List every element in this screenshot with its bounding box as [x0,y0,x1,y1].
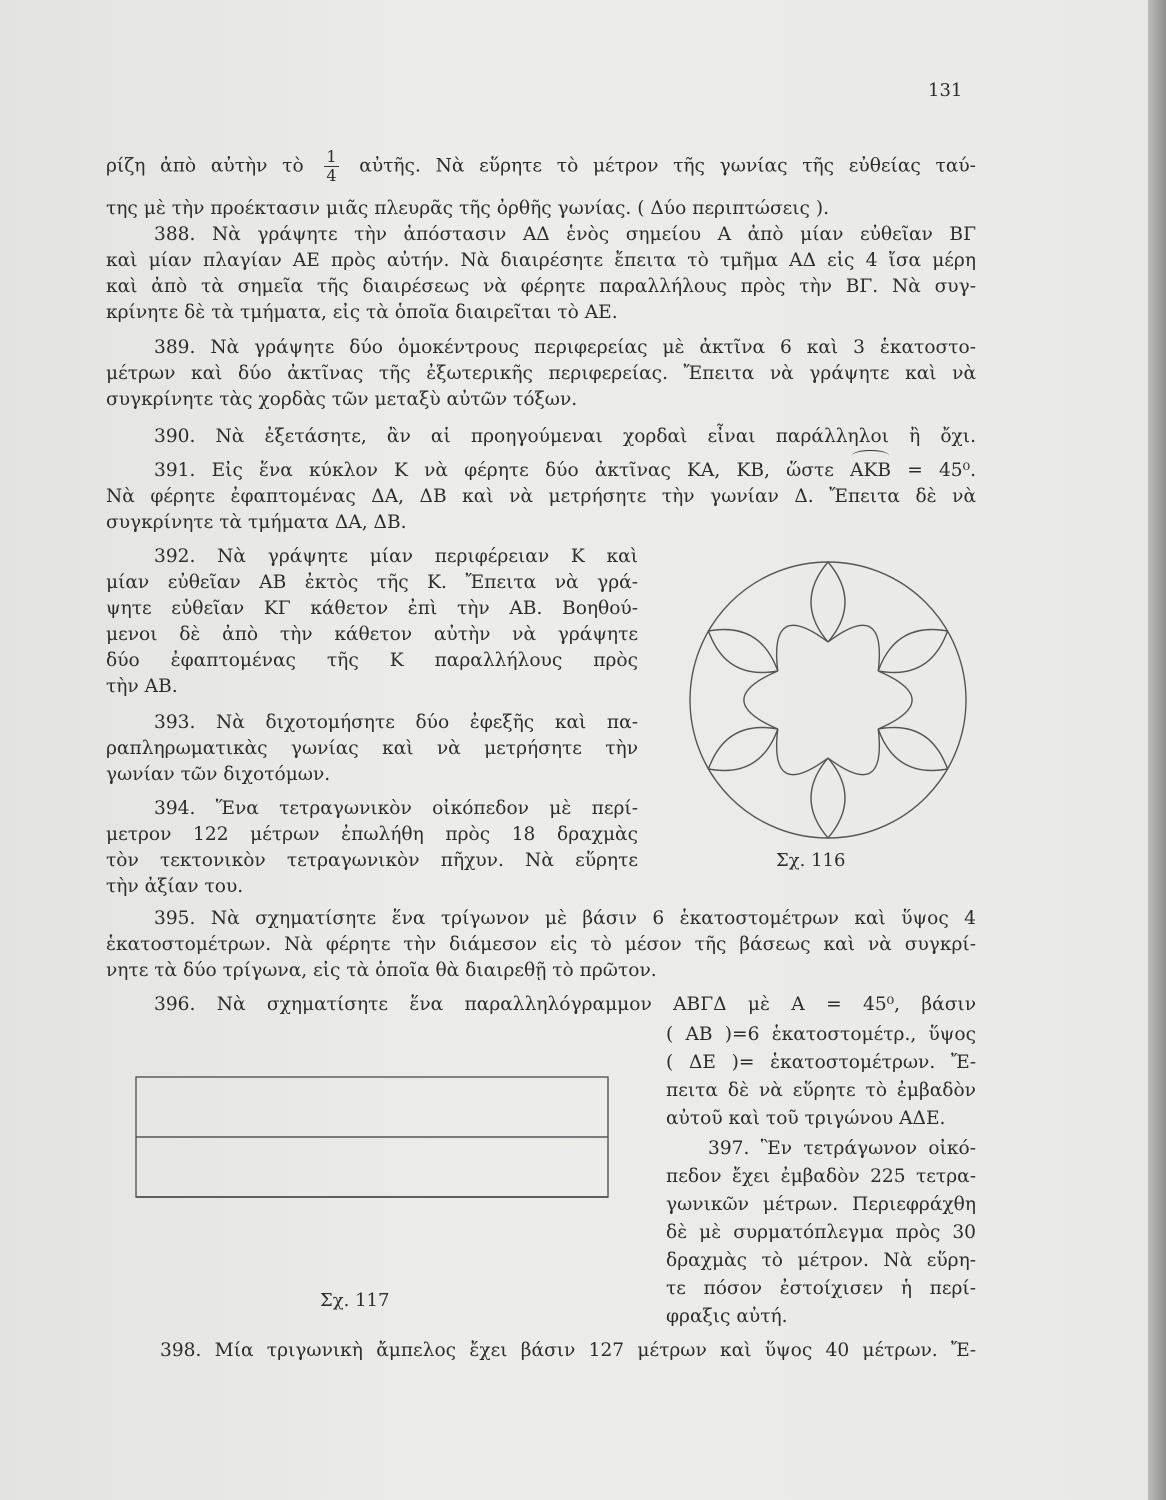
line-11-start: 391. Εἰς ἕνα κύκλον Κ νὰ φέρητε δύο ἀκτῖνας ΚΑ, ΚΒ, ὥστε [154,460,834,481]
angle-akb: ΑΚΒ [850,458,891,484]
line-32: ( ΔΕ )= ἑκατοστομέτρων. Ἔ- [666,1052,976,1073]
line-33: πειτα δὲ νὰ εὕρητε τὸ ἐμβαδὸν [666,1080,976,1101]
figure-116-caption: Σχ. 116 [776,850,846,871]
line-13: συγκρίνητε τὰ τμήματα ΔΑ, ΔΒ. [106,512,407,533]
line-1 [106,148,976,185]
line-8: μέτρων καὶ δύο ἀκτῖνας τῆς ἐξωτερικῆς περιφερείας. Ἔπειτα νὰ γράψητε καὶ νὰ [106,363,976,384]
petal-arc [708,629,777,672]
line-28: ἑκατοστομέτρων. Νὰ φέρητε τὴν διάμεσον εἰς τὸ μέσον τῆς βάσεως καὶ νὰ συγκρί- [106,934,976,955]
line-39: δραχμὰς τὸ μέτρον. Νὰ εὕρη- [666,1250,976,1271]
line-18: δύο ἐφαπτομένας τῆς Κ παραλλήλους πρὸς [106,650,638,671]
petal-arc [878,629,947,672]
petal-arc [878,727,947,770]
line-6: κρίνητε δὲ τὰ τμήματα, εἰς τὰ ὁποῖα διαιρεῖται τὸ ΑΕ. [106,302,618,323]
line-11-end: = 45⁰. [907,460,976,481]
line-12: Νὰ φέρητε ἐφαπτομένας ΔΑ, ΔΒ καὶ νὰ μετρήσητε τὴν γωνίαν Δ. Ἔπειτα δὲ νὰ [106,486,976,507]
petal-arc [811,562,845,642]
line-17: μενοι δὲ ἀπὸ τὴν κάθετον αὐτὴν νὰ γράψητε [106,624,638,645]
figure-117-rectangle [132,1074,614,1204]
exercise-388: 388. Νὰ γράψητε τὴν ἀπόστασιν ΑΔ ἑνὸς σημείου Α ἀπὸ μίαν εὐθεῖαν ΒΓ [154,224,976,245]
outer-circle [690,562,966,838]
exercise-394: 394. Ἕνα τετραγωνικὸν οἰκόπεδον μὲ περί- [154,798,638,819]
line-25: τὸν τεκτονικὸν τετραγωνικὸν πῆχυν. Νὰ εὕρητε [106,850,638,871]
exercise-396: 396. Νὰ σχηματίσητε ἕνα παραλληλόγραμμον ΑΒΓΔ μὲ Α = 45⁰, βάσιν [154,994,976,1015]
fraction-numerator: 1 [326,147,337,166]
line-26: τὴν ἀξίαν του. [106,876,244,897]
book-binding-edge [1148,0,1166,1500]
line-1-end: αὐτῆς. Νὰ εὕρητε τὸ μέτρον τῆς γωνίας τῆς εὐθείας ταύ- [359,155,976,177]
exercise-397: 397. Ἓν τετράγωνον οἰκό- [708,1138,976,1159]
exercise-395: 395. Νὰ σχηματίσητε ἕνα τρίγωνον μὲ βάσιν 6 ἑκατοστομέτρων καὶ ὕψος 4 [154,908,976,929]
line-22: γωνίαν τῶν διχοτόμων. [106,764,331,785]
petal-arc [811,758,845,838]
line-38: δὲ μὲ συρματόπλεγμα πρὸς 30 [666,1222,976,1243]
line-19: τὴν ΑΒ. [106,676,178,697]
line-36: πεδον ἔχει ἐμβαδὸν 225 τετρα- [666,1166,976,1187]
fraction [324,148,338,185]
exercise-398: 398. Μία τριγωνικὴ ἄμπελος ἔχει βάσιν 127 μέτρων καὶ ὕψος 40 μέτρων. Ἔ- [160,1340,976,1361]
line-4: καὶ μίαν πλαγίαν ΑΕ πρὸς αὐτήν. Νὰ διαιρέσητε ἔπειτα τὸ τμῆμα ΑΔ εἰς 4 ἴσα μέρη [106,250,976,271]
line-31: ( ΑΒ )=6 ἑκατοστομέτρ., ὕψος [666,1024,976,1045]
exercise-393: 393. Νὰ διχοτομήσητε δύο ἐφεξῆς καὶ πα- [154,712,638,733]
line-40: τε πόσον ἐστοίχισεν ἡ περί- [666,1278,976,1299]
line-2: της μὲ τὴν προέκτασιν μιᾶς πλευρᾶς τῆς ὀρθῆς γωνίας. ( Δύο περιπτώσεις ). [106,198,830,219]
connecting-arc [878,671,912,729]
figure-116-rosette [678,550,978,850]
exercise-390: 390. Νὰ ἐξετάσητε, ἂν αἱ προηγούμεναι χορδαὶ εἶναι παράλληλοι ἢ ὄχι. [154,426,976,447]
line-16: ψητε εὐθεῖαν ΚΓ κάθετον ἐπὶ τὴν ΑΒ. Βοηθού- [106,598,638,619]
line-9: συγκρίνητε τὰς χορδὰς τῶν μεταξὺ αὐτῶν τόξων. [106,389,578,410]
connecting-arc [744,671,778,729]
petal-arc [708,727,777,770]
line-15: μίαν εὐθεῖαν ΑΒ ἐκτὸς τῆς Κ. Ἔπειτα νὰ γρά- [106,572,638,593]
exercise-389: 389. Νὰ γράψητε δύο ὁμοκέντρους περιφερείας μὲ ἀκτῖνα 6 καὶ 3 ἑκατοστο- [154,337,976,358]
line-5: καὶ ἀπὸ τὰ σημεῖα τῆς διαιρέσεως νὰ φέρητε παραλλήλους πρὸς τὴν ΒΓ. Νὰ συγ- [106,276,976,297]
exercise-391 [106,458,976,484]
line-1-start: ρίζη ἀπὸ αὐτὴν τὸ [106,155,304,177]
line-34: αὐτοῦ καὶ τοῦ τριγώνου ΑΔΕ. [666,1108,946,1129]
exercise-392: 392. Νὰ γράψητε μίαν περιφέρειαν Κ καὶ [154,546,638,567]
line-21: ραπληρωματικὰς γωνίας καὶ νὰ μετρήσητε τὴν [106,738,638,759]
line-24: μετρον 122 μέτρων ἐπωλήθη πρὸς 18 δραχμὰς [106,824,638,845]
page-number: 131 [928,80,963,101]
line-37: γωνικῶν μέτρων. Περιεφράχθη [666,1194,976,1215]
fraction-denominator: 4 [326,166,337,185]
line-41: φραξις αὐτή. [666,1306,788,1327]
line-29: νητε τὰ δύο τρίγωνα, εἰς τὰ ὁποῖα θὰ διαιρεθῇ τὸ πρῶτον. [106,960,657,981]
figure-117-caption: Σχ. 117 [320,1290,390,1311]
